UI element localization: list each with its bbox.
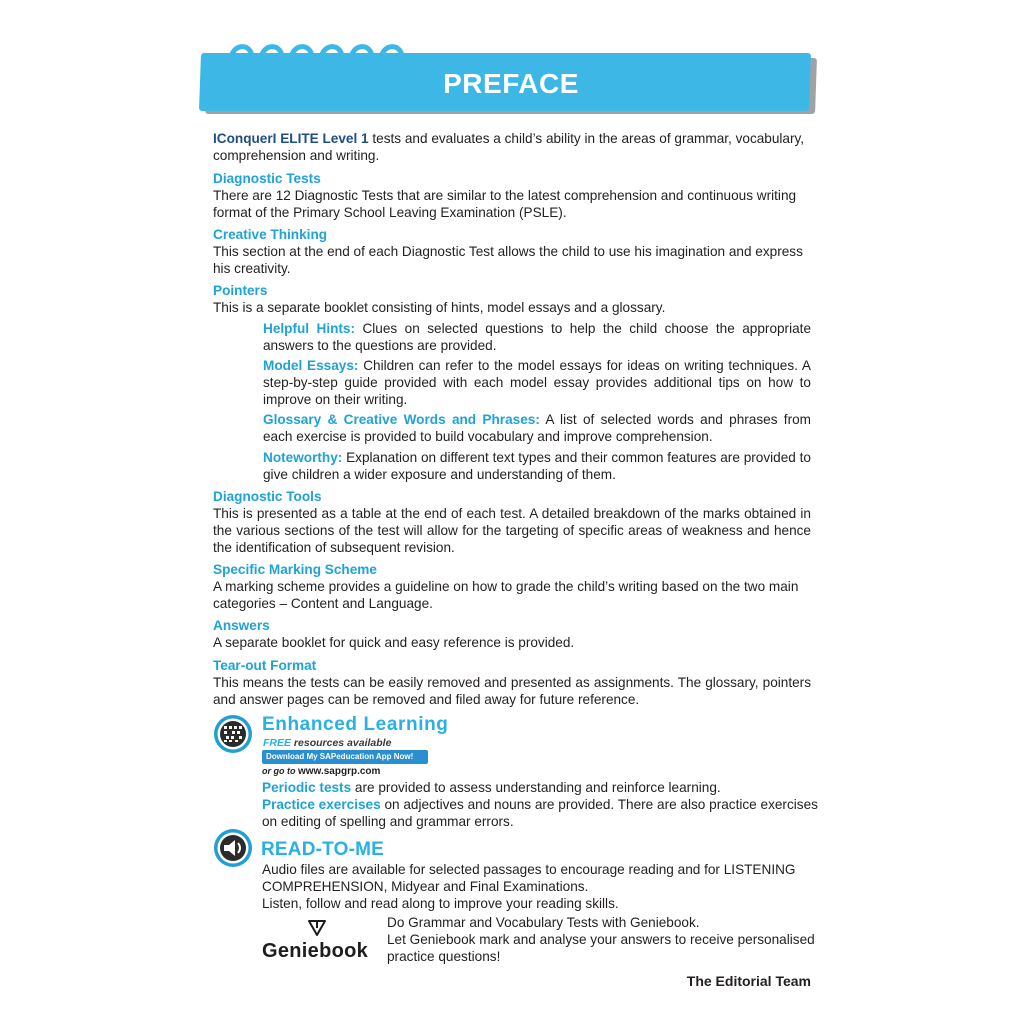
pointer-text: Children can refer to the model essays for ideas on writing techniques. A step-by-step guide provided with each model essay provides additional tips on how to improve on their writing. — [263, 358, 811, 407]
diagnostic-tools-body: This is presented as a table at the end of each test. A detailed breakdown of the marks obtained in the various sections of the test will allow for the targeting of specific areas of weakness and hence the identification of subsequent revision. — [213, 506, 811, 555]
download-app-badge[interactable]: Download My SAPeducation App Now! — [262, 750, 428, 764]
read-to-me-line-1: Audio files are available for selected passages to encourage reading and for LISTENING COMPREHENSION, Midyear and Final Examinations. — [262, 862, 796, 894]
app-qr-icon — [213, 714, 253, 754]
periodic-tests-line — [262, 779, 822, 796]
pointers-heading: Pointers — [213, 283, 268, 298]
pointers-body: This is a separate booklet consisting of hints, model essays and a glossary. — [213, 300, 666, 315]
pointer-label: Noteworthy: — [263, 450, 343, 465]
pointer-item-model-essays — [263, 357, 811, 408]
marking-scheme-body: A marking scheme provides a guideline on how to grade the child’s writing based on the two main categories – Content and Language. — [213, 579, 799, 611]
creative-thinking-body: This section at the end of each Diagnostic Test allows the child to use his imagination and express his creativity. — [213, 244, 803, 276]
periodic-tests-text: are provided to assess understanding and reinforce learning. — [351, 780, 721, 795]
periodic-tests-label: Periodic tests — [262, 780, 352, 795]
practice-exercises-label: Practice exercises — [262, 797, 381, 812]
tear-out-body: This means the tests can be easily removed and presented as assignments. The glossary, pointers and answer pages can be removed and filed away for future reference. — [213, 675, 811, 707]
pointer-label: Model Essays: — [263, 358, 359, 373]
answers-heading: Answers — [213, 618, 270, 633]
free-resources-label — [263, 736, 391, 750]
diagnostic-tests-body: There are 12 Diagnostic Tests that are similar to the latest comprehension and continuous writing format of the Primary School Leaving Examination (PSLE). — [213, 188, 797, 220]
audio-speaker-icon — [213, 828, 253, 868]
intro-paragraph — [213, 130, 811, 164]
geniebook-lamp-icon — [306, 916, 328, 938]
page-title: PREFACE — [443, 68, 579, 99]
pointer-label: Glossary & Creative Words and Phrases: — [263, 412, 540, 427]
pointer-label: Helpful Hints: — [263, 321, 356, 336]
answers-body: A separate booklet for quick and easy reference is provided. — [213, 635, 575, 650]
creative-thinking-heading: Creative Thinking — [213, 227, 328, 242]
free-rest: resources available — [291, 737, 392, 749]
brand-name: IConquerI ELITE Level 1 — [213, 131, 369, 146]
enhanced-learning-title: Enhanced Learning — [262, 714, 449, 735]
geniebook-logo: Geniebook — [262, 940, 369, 962]
marking-scheme-heading: Specific Marking Scheme — [213, 562, 377, 577]
goto-prefix: or go to — [262, 766, 298, 776]
website-link[interactable]: www.sapgrp.com — [298, 766, 381, 777]
pointer-item-glossary — [263, 411, 811, 445]
pointer-text: A list of selected words and phrases from each exercise is provided to build vocabulary and improve comprehension. — [263, 412, 811, 444]
pointer-text: Explanation on different text types and their common features are provided to give children a wider exposure and understanding of them. — [263, 450, 811, 482]
website-line — [262, 765, 380, 778]
geniebook-line-1: Do Grammar and Vocabulary Tests with Geniebook. — [387, 915, 700, 930]
tear-out-heading: Tear-out Format — [213, 658, 317, 673]
free-word: FREE — [263, 737, 292, 749]
pointer-text: Clues on selected questions to help the child choose the appropriate answers to the questions are provided. — [263, 321, 812, 353]
practice-exercises-text: on adjectives and nouns are provided. There are also practice exercises on editing of spelling and grammar errors. — [262, 797, 818, 829]
geniebook-line-2: Let Geniebook mark and analyse your answers to receive personalised practice questions! — [387, 932, 815, 964]
read-to-me-line-2: Listen, follow and read along to improve your reading skills. — [262, 896, 619, 911]
pointer-item-helpful-hints — [263, 320, 811, 354]
read-to-me-title: READ-TO-ME — [261, 839, 385, 860]
intro-text: tests and evaluates a child’s ability in the areas of grammar, vocabulary, comprehension and writing. — [213, 131, 805, 163]
editorial-team-signature: The Editorial Team — [686, 973, 811, 989]
practice-exercises-line — [262, 796, 822, 830]
pointer-item-noteworthy — [263, 449, 811, 483]
diagnostic-tests-heading: Diagnostic Tests — [213, 171, 321, 186]
diagnostic-tools-heading: Diagnostic Tools — [213, 489, 322, 504]
